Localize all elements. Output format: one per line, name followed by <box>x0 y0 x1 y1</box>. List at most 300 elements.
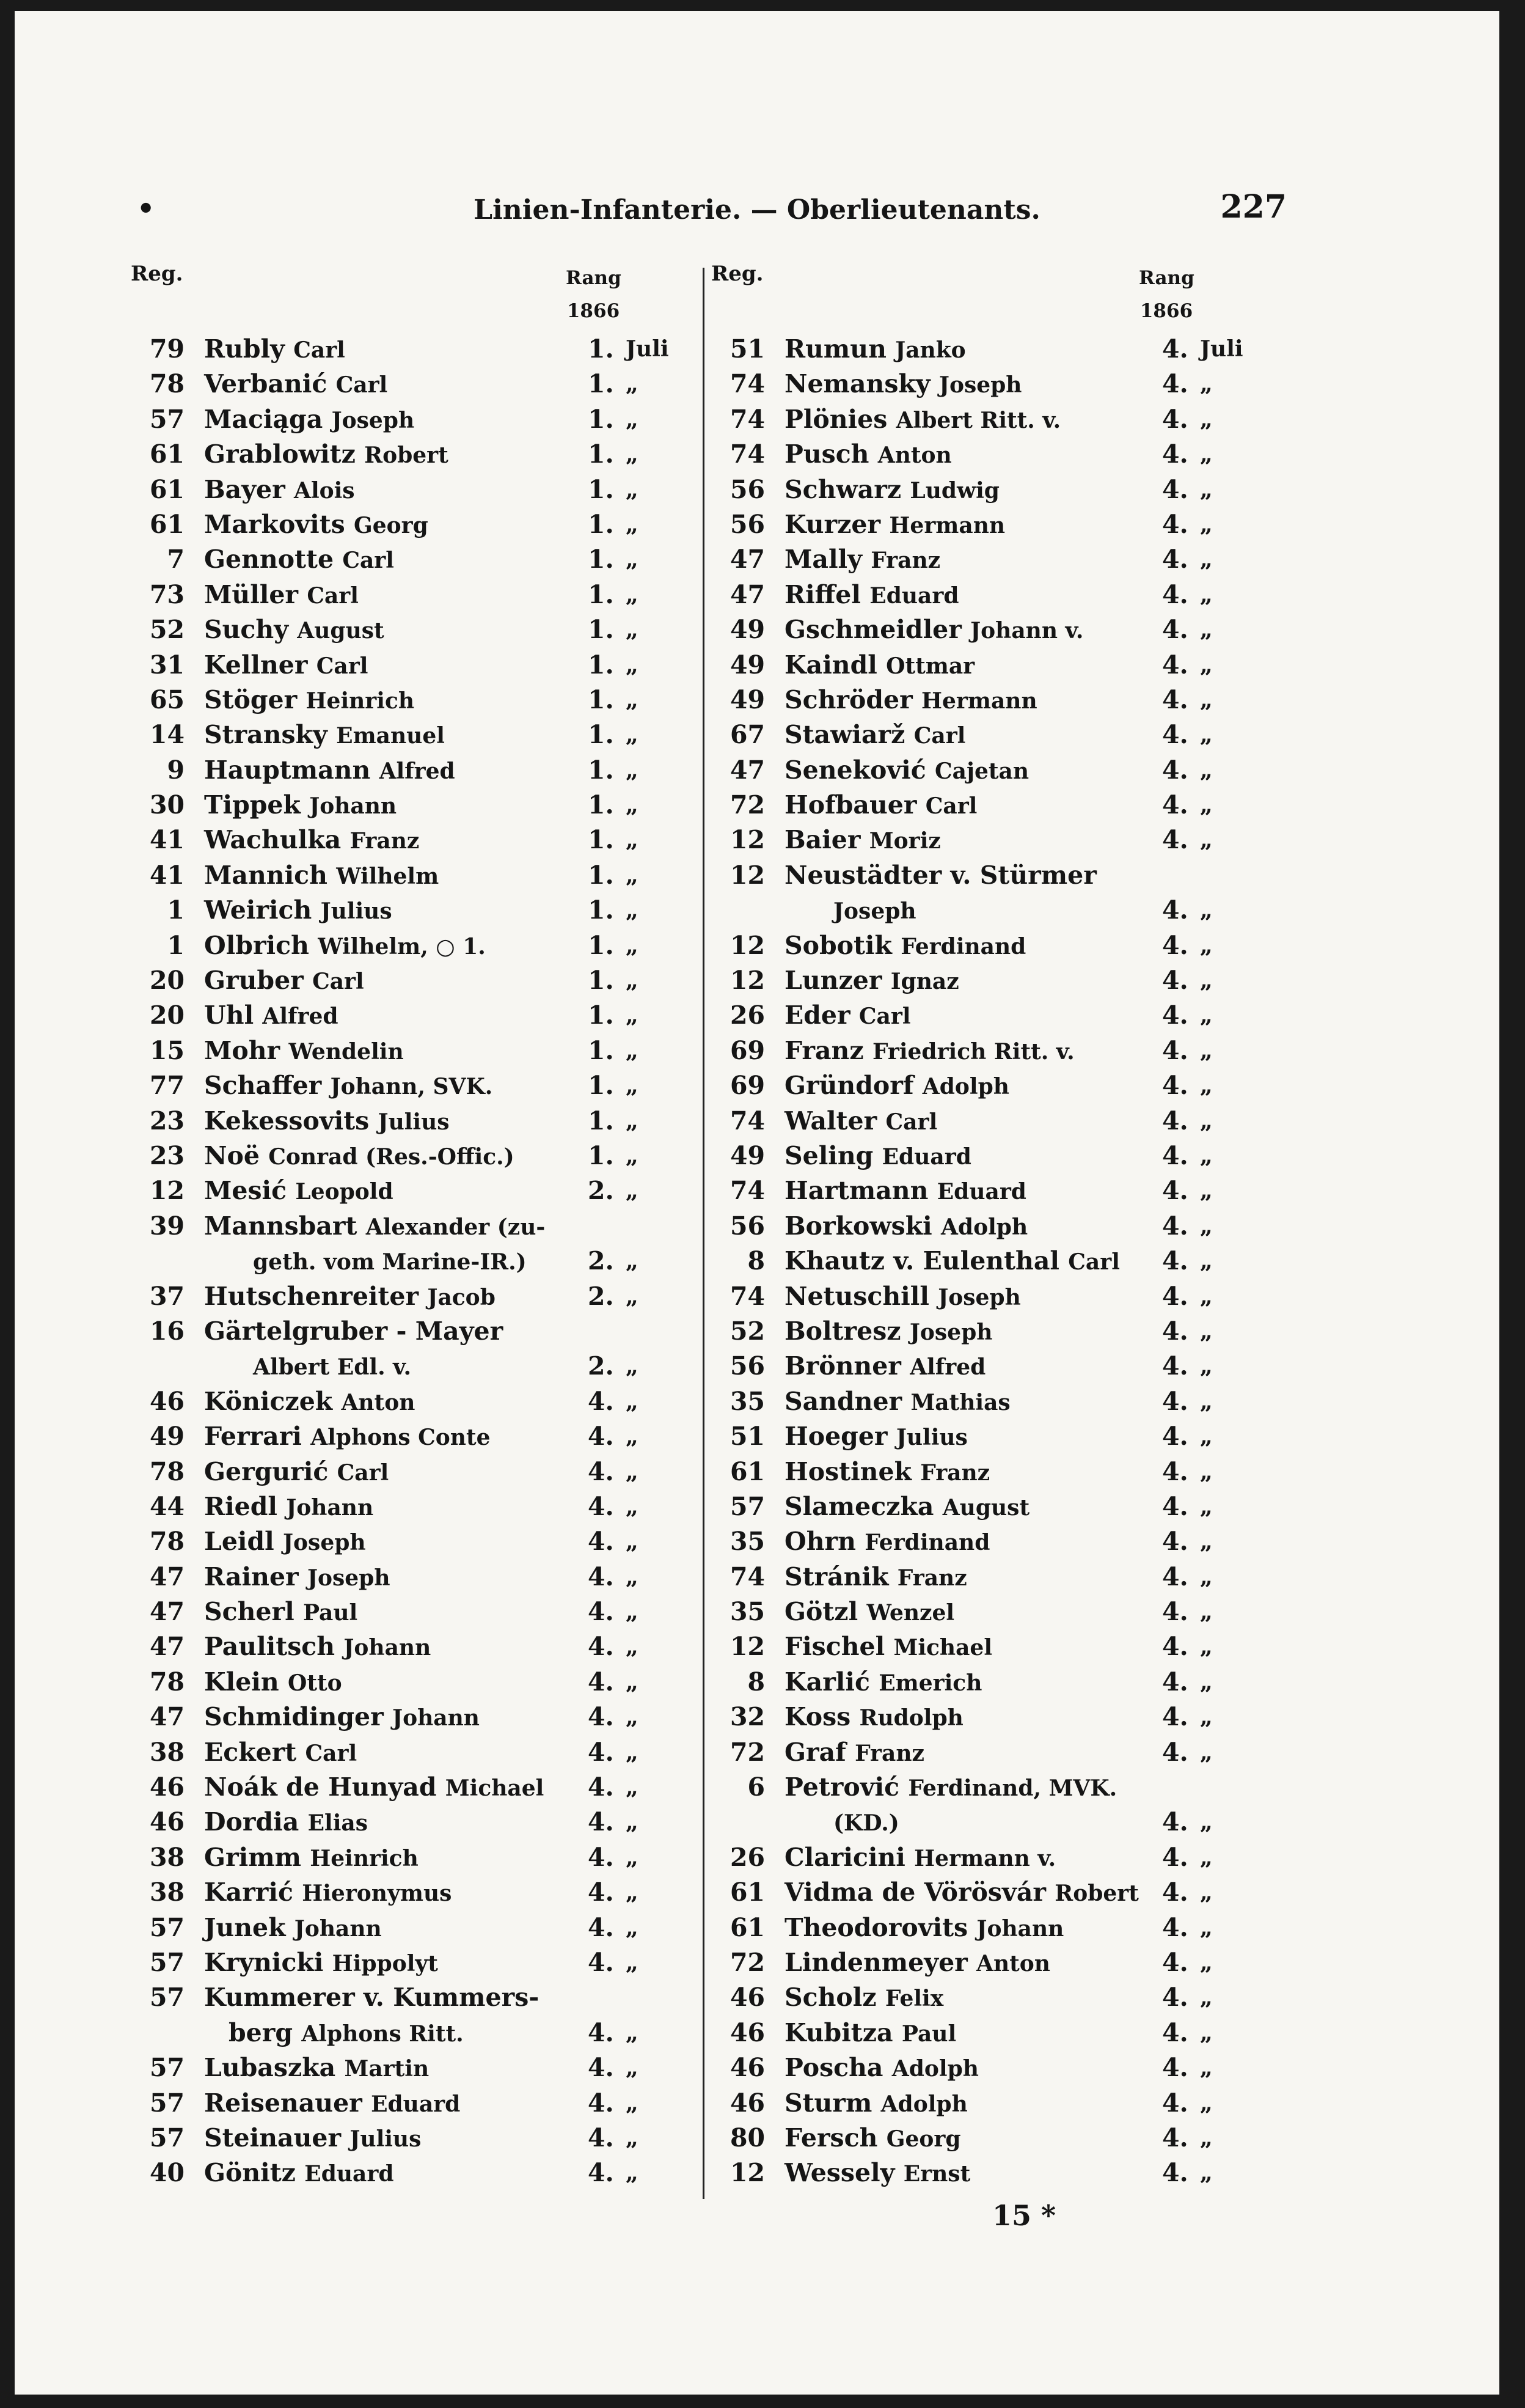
given-name: Hieronymus <box>302 1881 452 1907</box>
regiment-number: 67 <box>730 720 765 750</box>
rank-month: „ <box>1200 441 1213 468</box>
given-name: Heinrich <box>305 688 415 714</box>
surname: Claricini <box>784 1842 905 1872</box>
rank-day: 4. <box>1162 1702 1188 1732</box>
surname: Hutschenreiter <box>204 1281 419 1311</box>
list-item <box>711 1104 1322 1139</box>
rank-month: „ <box>626 1458 638 1485</box>
officer-name <box>784 2050 979 2087</box>
list-item <box>711 542 1322 577</box>
given-name: Johann, SVK. <box>330 1074 493 1100</box>
surname: Tippek <box>204 790 301 820</box>
list-item <box>131 2156 742 2190</box>
surname: Rainer <box>204 1562 299 1591</box>
surname: Kummerer v. Kummers- <box>204 1983 539 2013</box>
list-item <box>131 2050 742 2085</box>
rank-day: 4. <box>1162 1386 1188 1416</box>
given-name: (KD.) <box>833 1810 899 1837</box>
list-item <box>711 2050 1322 2085</box>
officer-name <box>204 893 392 929</box>
regiment-number: 61 <box>149 509 185 539</box>
rank-month: „ <box>1200 1458 1213 1485</box>
given-name: Alfred <box>262 1004 338 1030</box>
given-name: Johann <box>392 1705 480 1731</box>
regiment-number: 47 <box>149 1562 185 1591</box>
list-item <box>131 1455 742 1489</box>
officer-name <box>204 1314 503 1350</box>
surname: Junek <box>204 1912 286 1942</box>
rank-day: 4. <box>1162 1632 1188 1662</box>
rank-day: 4. <box>1162 1562 1188 1591</box>
list-item <box>131 402 742 437</box>
rank-month: „ <box>1200 1668 1213 1695</box>
rank-month: „ <box>626 722 638 748</box>
rank-day: 4. <box>1162 2088 1188 2118</box>
given-name: Johann <box>343 1635 431 1661</box>
list-item <box>711 612 1322 647</box>
rank-day: 4. <box>1162 2123 1188 2153</box>
surname: Steinauer <box>204 2123 342 2153</box>
regiment-number: 12 <box>730 860 765 890</box>
list-item <box>131 507 742 542</box>
given-name: Joseph <box>833 898 916 925</box>
rank-month: „ <box>626 1388 638 1414</box>
rank-day: 4. <box>1162 474 1188 504</box>
rank-day: 4. <box>588 1842 614 1872</box>
regiment-number: 47 <box>149 1702 185 1732</box>
officer-name <box>204 2086 460 2122</box>
rank-day: 4. <box>1162 1281 1188 1311</box>
regiment-number: 46 <box>149 1772 185 1802</box>
given-name: Anton <box>341 1389 415 1415</box>
regiment-number: 57 <box>149 2123 185 2153</box>
list-item <box>711 1349 1322 1384</box>
officer-name <box>204 2050 429 2087</box>
officer-name <box>784 402 1061 438</box>
left-entry-list <box>131 332 742 2191</box>
rank-month: „ <box>1200 1037 1213 1063</box>
list-item <box>711 823 1322 857</box>
officer-name <box>204 1875 452 1911</box>
given-name: Julius <box>896 1425 968 1451</box>
list-item <box>711 1911 1322 1945</box>
rank-month: „ <box>1200 757 1213 783</box>
rank-month: Juli <box>626 336 669 362</box>
surname: Mannsbart <box>204 1211 357 1241</box>
rank-day: 1. <box>588 650 614 680</box>
rank-month: „ <box>1200 652 1213 678</box>
regiment-number: 69 <box>730 1035 765 1065</box>
list-item <box>131 2016 742 2050</box>
surname: Theodorovits <box>784 1912 968 1942</box>
rank-day: 4. <box>588 1878 614 1907</box>
rank-day: 4. <box>588 1422 614 1452</box>
rank-day: 2. <box>588 1351 614 1381</box>
regiment-number: 74 <box>730 439 765 469</box>
regiment-number: 20 <box>149 1000 185 1030</box>
surname: Gründorf <box>784 1071 914 1101</box>
list-item <box>131 1665 742 1700</box>
regiment-number: 57 <box>730 1491 765 1521</box>
given-name: Eduard <box>869 582 959 609</box>
surname: Netuschill <box>784 1281 929 1311</box>
given-name: Emerich <box>879 1670 982 1696</box>
rank-day: 4. <box>1162 404 1188 434</box>
rank-day: 1. <box>588 1140 614 1170</box>
rank-month: „ <box>1200 1879 1213 1906</box>
regiment-number: 47 <box>730 579 765 609</box>
rank-month: „ <box>1200 1563 1213 1590</box>
list-item <box>131 1314 742 1349</box>
list-item <box>711 507 1322 542</box>
rang-heading-year: 1866 <box>1139 300 1193 322</box>
rank-day: 1. <box>588 720 614 750</box>
rank-month: „ <box>1200 827 1213 853</box>
officer-name <box>784 1875 1139 1911</box>
officer-name <box>784 1209 1028 1245</box>
officer-name <box>229 2016 464 2052</box>
officer-name <box>784 718 965 754</box>
rank-month: „ <box>626 1178 638 1204</box>
officer-name <box>204 472 355 508</box>
given-name: Carl <box>885 1109 938 1135</box>
given-name: Johann <box>286 1494 374 1521</box>
rank-month: „ <box>1200 686 1213 713</box>
left-column-header <box>131 262 742 332</box>
regiment-number: 56 <box>730 1351 765 1381</box>
rank-month: „ <box>1200 1353 1213 1379</box>
surname: Eckert <box>204 1737 297 1767</box>
list-item <box>711 1840 1322 1875</box>
list-item <box>131 332 742 367</box>
regiment-number: 46 <box>730 1983 765 2013</box>
list-item <box>711 1068 1322 1103</box>
given-name: Alphons Ritt. <box>301 2021 464 2047</box>
surname: Rubly <box>204 334 285 364</box>
regiment-number: 49 <box>730 1140 765 1170</box>
officer-name <box>784 998 911 1034</box>
regiment-number: 46 <box>730 2088 765 2118</box>
list-item <box>711 648 1322 683</box>
surname: Nemansky <box>784 369 931 399</box>
officer-name <box>784 1911 1064 1947</box>
surname: Riedl <box>204 1491 277 1521</box>
given-name: Hermann <box>921 688 1037 714</box>
surname: Stöger <box>204 685 298 714</box>
regiment-number: 47 <box>149 1597 185 1627</box>
list-item <box>711 963 1322 998</box>
rank-day: 4. <box>1162 2158 1188 2188</box>
list-item <box>131 1419 742 1454</box>
list-item <box>711 718 1322 752</box>
officer-name <box>204 718 445 754</box>
officer-name <box>784 1524 990 1560</box>
regiment-number: 57 <box>149 1947 185 1977</box>
given-name: Joseph <box>331 407 415 433</box>
surname: Khautz v. Eulenthal <box>784 1246 1059 1276</box>
officer-name <box>784 1665 982 1701</box>
officer-name <box>784 788 977 824</box>
surname: Karrić <box>204 1878 293 1907</box>
officer-name <box>784 1244 1120 1280</box>
reg-heading: Reg. <box>131 262 183 286</box>
rank-month: „ <box>1200 1178 1213 1204</box>
regiment-number: 46 <box>149 1807 185 1837</box>
list-item <box>131 1279 742 1314</box>
surname: Kaindl <box>784 650 877 680</box>
rank-month: „ <box>1200 1984 1213 2011</box>
surname: Riffel <box>784 579 861 609</box>
officer-name <box>784 1068 1009 1104</box>
list-item <box>131 1840 742 1875</box>
rank-month: Juli <box>1200 336 1243 362</box>
rank-month: „ <box>626 1599 638 1625</box>
officer-name <box>784 612 1083 648</box>
regiment-number: 61 <box>149 439 185 469</box>
officer-name <box>784 367 1022 403</box>
rank-month: „ <box>1200 2160 1213 2186</box>
regiment-number: 47 <box>730 545 765 574</box>
regiment-number: 74 <box>730 1106 765 1136</box>
list-item <box>131 823 742 857</box>
regiment-number: 57 <box>149 1983 185 2013</box>
given-name: Alois <box>294 477 355 504</box>
list-item <box>131 1068 742 1103</box>
rank-day: 1. <box>588 439 614 469</box>
rank-day: 4. <box>588 1527 614 1557</box>
regiment-number: 35 <box>730 1597 765 1627</box>
surname: Sobotik <box>784 930 892 960</box>
officer-name <box>784 1945 1050 1981</box>
surname: Sandner <box>784 1386 902 1416</box>
rank-month: „ <box>1200 1914 1213 1940</box>
surname: Slameczka <box>784 1491 934 1521</box>
regiment-number: 38 <box>149 1878 185 1907</box>
regiment-number: 61 <box>730 1912 765 1942</box>
rank-month: „ <box>626 2124 638 2151</box>
given-name: Michael <box>893 1635 993 1661</box>
given-name: Carl <box>858 1004 911 1030</box>
given-name: Friedrich Ritt. v. <box>872 1038 1075 1065</box>
surname: Gergurić <box>204 1456 329 1486</box>
rank-day: 4. <box>1162 755 1188 785</box>
officer-name <box>784 1629 992 1665</box>
list-item <box>131 1560 742 1595</box>
list-item <box>131 1489 742 1524</box>
given-name: Franz <box>897 1565 967 1591</box>
rank-day: 4. <box>1162 825 1188 855</box>
list-item <box>131 648 742 683</box>
given-name: Adolph <box>922 1074 1009 1100</box>
regiment-number: 72 <box>730 1737 765 1767</box>
given-name: Carl <box>913 723 966 749</box>
surname: Mesić <box>204 1176 287 1206</box>
list-item <box>131 1104 742 1139</box>
surname: Gönitz <box>204 2158 296 2188</box>
officer-name <box>784 858 1097 894</box>
regiment-number: 49 <box>730 685 765 714</box>
officer-name <box>784 1314 992 1350</box>
list-item <box>711 2086 1322 2121</box>
rank-month: „ <box>626 1668 638 1695</box>
surname: Vidma de Vörösvár <box>784 1878 1046 1907</box>
surname: Uhl <box>204 1000 254 1030</box>
surname: Poscha <box>784 2053 883 2083</box>
given-name: Carl <box>335 372 388 398</box>
regiment-number: 16 <box>149 1316 185 1346</box>
officer-name <box>784 823 941 859</box>
rank-day: 4. <box>1162 1983 1188 2013</box>
given-name: Carl <box>925 793 978 820</box>
rank-month: „ <box>1200 1142 1213 1169</box>
regiment-number: 49 <box>730 615 765 645</box>
list-item <box>131 718 742 752</box>
rank-month: „ <box>1200 1599 1213 1625</box>
rank-day: 1. <box>588 895 614 925</box>
rank-month: „ <box>626 476 638 502</box>
officer-name <box>204 437 448 473</box>
officer-name <box>204 2156 394 2192</box>
rank-day: 4. <box>1162 369 1188 399</box>
given-name: Alphons Conte <box>310 1425 491 1451</box>
surname: Brönner <box>784 1351 901 1381</box>
rank-day: 1. <box>588 685 614 714</box>
given-name: Carl <box>307 582 359 609</box>
surname: Dordia <box>204 1807 299 1837</box>
regiment-number: 47 <box>730 755 765 785</box>
surname: Rumun <box>784 334 887 364</box>
rank-day: 4. <box>1162 1947 1188 1977</box>
officer-name <box>204 1629 431 1665</box>
regiment-number: 57 <box>149 2053 185 2083</box>
surname: Weirich <box>204 895 312 925</box>
rank-month: „ <box>1200 1704 1213 1730</box>
list-item <box>711 1629 1322 1664</box>
list-item <box>711 578 1322 612</box>
regiment-number: 37 <box>149 1281 185 1311</box>
given-name: Ernst <box>903 2161 971 2187</box>
surname: Kurzer <box>784 509 881 539</box>
officer-name <box>204 1770 544 1806</box>
given-name: Anton <box>976 1950 1050 1977</box>
regiment-number: 12 <box>149 1176 185 1206</box>
regiment-number: 12 <box>730 2158 765 2188</box>
officer-name <box>204 612 384 648</box>
surname: Grimm <box>204 1842 301 1872</box>
regiment-number: 12 <box>730 1632 765 1662</box>
surname: Sturm <box>784 2088 872 2118</box>
rank-month: „ <box>626 1634 638 1660</box>
rank-day: 1. <box>588 1000 614 1030</box>
rank-day: 4. <box>1162 1316 1188 1346</box>
regiment-number: 47 <box>149 1632 185 1662</box>
officer-name <box>784 1560 967 1596</box>
given-name: Adolph <box>891 2056 979 2082</box>
rank-month: „ <box>1200 2124 1213 2151</box>
surname: Mally <box>784 545 862 574</box>
rank-day: 4. <box>1162 1807 1188 1837</box>
given-name: Jacob <box>427 1284 496 1310</box>
rank-day: 4. <box>1162 1667 1188 1697</box>
officer-name <box>784 1384 1011 1420</box>
rank-day: 4. <box>588 1772 614 1802</box>
list-item <box>131 1735 742 1770</box>
rank-month: „ <box>1200 2090 1213 2116</box>
rank-day: 4. <box>1162 1106 1188 1136</box>
surname: Franz <box>784 1035 864 1065</box>
given-name: Wendelin <box>288 1038 404 1065</box>
surname: Grablowitz <box>204 439 356 469</box>
rank-day: 4. <box>1162 1737 1188 1767</box>
given-name: Rudolph <box>859 1705 964 1731</box>
list-item <box>131 2086 742 2121</box>
given-name: Johann <box>294 1915 382 1942</box>
regiment-number: 61 <box>730 1456 765 1486</box>
rank-day: 4. <box>588 1491 614 1521</box>
officer-name <box>784 1173 1026 1210</box>
given-name: Conrad (Res.-Offic.) <box>268 1143 514 1170</box>
rank-month: „ <box>1200 1634 1213 1660</box>
surname: Fersch <box>784 2123 878 2153</box>
given-name: Ignaz <box>890 969 959 995</box>
surname: Götzl <box>784 1597 858 1627</box>
regiment-number: 69 <box>730 1071 765 1101</box>
list-item <box>131 1700 742 1734</box>
rank-month: „ <box>1200 1213 1213 1239</box>
regiment-number: 57 <box>149 404 185 434</box>
regiment-number: 65 <box>149 685 185 714</box>
list-item <box>711 1980 1322 2015</box>
surname: Paulitsch <box>204 1632 335 1662</box>
given-name: Hermann v. <box>914 1845 1056 1871</box>
surname: Verbanić <box>204 369 327 399</box>
list-item <box>711 367 1322 402</box>
regiment-number: 49 <box>730 650 765 680</box>
regiment-number: 77 <box>149 1071 185 1101</box>
rank-day: 4. <box>588 2017 614 2047</box>
surname: Baier <box>784 825 861 855</box>
list-item <box>711 1945 1322 1980</box>
rank-month: „ <box>626 2090 638 2116</box>
officer-name <box>784 963 959 999</box>
rank-month: „ <box>1200 1283 1213 1309</box>
officer-name <box>784 1349 986 1385</box>
regiment-number: 23 <box>149 1140 185 1170</box>
list-item <box>711 1595 1322 1629</box>
list-item <box>131 1139 742 1173</box>
regiment-number: 56 <box>730 509 765 539</box>
rank-month: „ <box>626 1879 638 1906</box>
given-name: Franz <box>855 1740 924 1766</box>
rank-month: „ <box>626 757 638 783</box>
given-name: Joseph <box>283 1530 366 1556</box>
officer-name <box>204 963 364 999</box>
regiment-number: 41 <box>149 825 185 855</box>
regiment-number: 35 <box>730 1527 765 1557</box>
list-item <box>711 1875 1322 1910</box>
regiment-number: 61 <box>149 474 185 504</box>
list-item <box>711 1700 1322 1734</box>
rank-month: „ <box>1200 1844 1213 1870</box>
list-item <box>131 1384 742 1419</box>
surname: Mannich <box>204 860 327 890</box>
regiment-number: 80 <box>730 2123 765 2153</box>
officer-name <box>204 1840 419 1876</box>
officer-name <box>204 823 419 859</box>
officer-name <box>204 1700 480 1736</box>
officer-name <box>833 1805 899 1841</box>
officer-name <box>253 1349 411 1385</box>
